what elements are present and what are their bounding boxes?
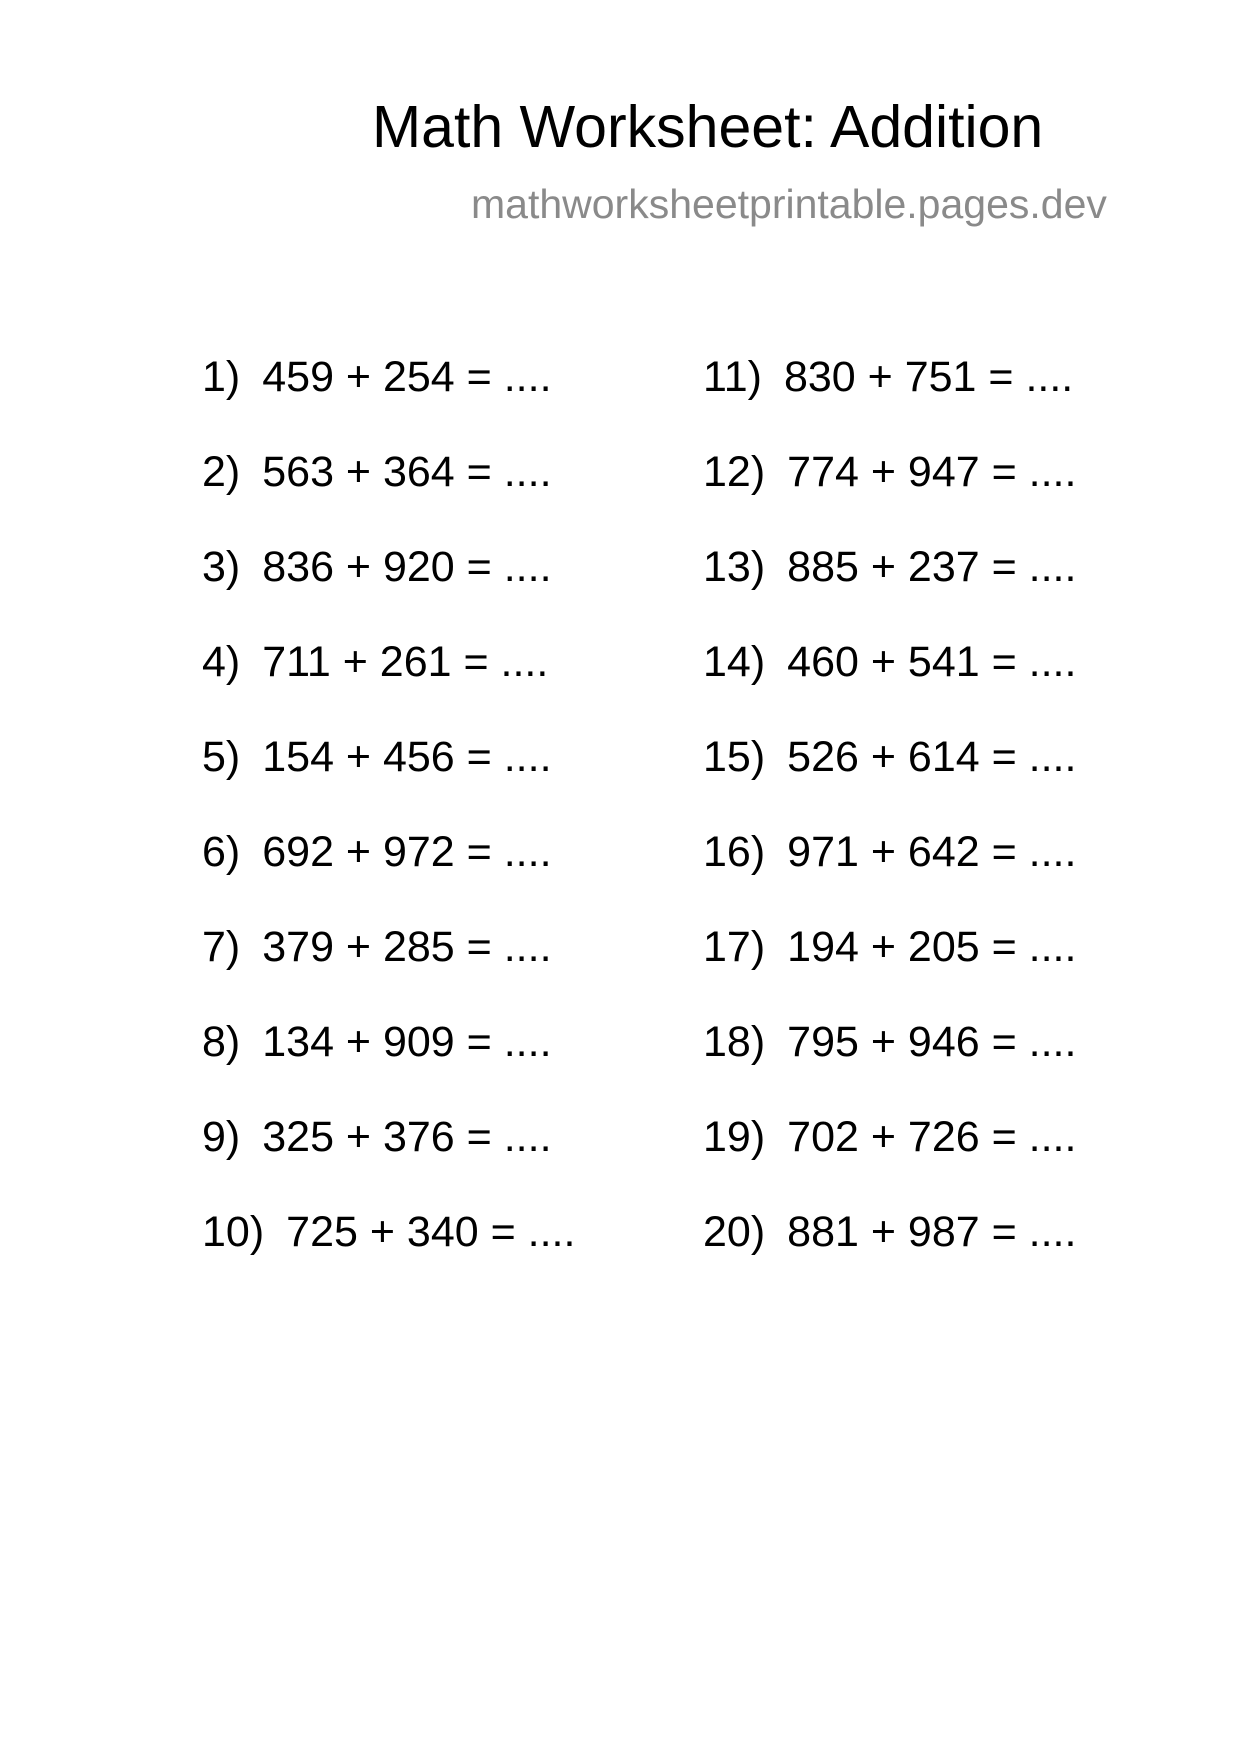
problem-expression: 702 + 726 = .... <box>787 1113 1077 1161</box>
problem-item <box>703 542 1183 637</box>
problem-expression: 725 + 340 = .... <box>286 1208 576 1256</box>
problem-number: 8) <box>202 1018 241 1066</box>
problem-number: 16) <box>703 828 766 876</box>
problem-expression: 795 + 946 = .... <box>787 1018 1077 1066</box>
problem-expression: 526 + 614 = .... <box>787 733 1077 781</box>
problem-number: 6) <box>202 828 241 876</box>
problem-item <box>703 827 1183 922</box>
problem-expression: 379 + 285 = .... <box>262 923 552 971</box>
problem-expression: 459 + 254 = .... <box>262 353 552 401</box>
problem-item <box>703 1112 1183 1207</box>
problem-number: 14) <box>703 638 766 686</box>
problem-expression: 711 + 261 = .... <box>262 638 549 686</box>
problem-item <box>703 732 1183 827</box>
problem-expression: 971 + 642 = .... <box>787 828 1077 876</box>
problem-item <box>703 352 1183 447</box>
problem-item <box>703 922 1183 1017</box>
problem-column-right <box>703 352 1183 1302</box>
problem-item <box>703 447 1183 542</box>
problem-number: 9) <box>202 1113 241 1161</box>
problem-item <box>202 637 682 732</box>
problem-number: 1) <box>202 353 241 401</box>
problem-number: 12) <box>703 448 766 496</box>
problem-number: 19) <box>703 1113 766 1161</box>
problem-item <box>202 732 682 827</box>
problem-expression: 774 + 947 = .... <box>787 448 1077 496</box>
problem-expression: 881 + 987 = .... <box>787 1208 1077 1256</box>
problem-expression: 830 + 751 = .... <box>783 353 1074 401</box>
problem-number: 4) <box>202 638 241 686</box>
problem-number: 7) <box>202 923 241 971</box>
problem-item <box>202 1207 682 1302</box>
problem-item <box>202 447 682 542</box>
problem-item <box>703 1207 1183 1302</box>
problem-item <box>202 1112 682 1207</box>
problem-expression: 885 + 237 = .... <box>787 543 1077 591</box>
problem-expression: 134 + 909 = .... <box>262 1018 552 1066</box>
problem-number: 2) <box>202 448 241 496</box>
problem-item <box>703 637 1183 732</box>
problem-item <box>202 1017 682 1112</box>
problem-item <box>202 352 682 447</box>
problem-expression: 154 + 456 = .... <box>262 733 552 781</box>
problem-column-left <box>202 352 682 1302</box>
problem-number: 11) <box>703 353 762 401</box>
problem-expression: 836 + 920 = .... <box>262 543 552 591</box>
problem-number: 10) <box>202 1208 265 1256</box>
problem-number: 17) <box>703 923 766 971</box>
problem-item <box>202 827 682 922</box>
problem-expression: 692 + 972 = .... <box>262 828 552 876</box>
problem-number: 13) <box>703 543 766 591</box>
problem-number: 5) <box>202 733 241 781</box>
problem-number: 3) <box>202 543 241 591</box>
source-url: mathworksheetprintable.pages.dev <box>471 181 1107 227</box>
problem-expression: 563 + 364 = .... <box>262 448 552 496</box>
problem-expression: 194 + 205 = .... <box>787 923 1077 971</box>
problem-number: 20) <box>703 1208 766 1256</box>
problem-item <box>703 1017 1183 1112</box>
problem-expression: 460 + 541 = .... <box>787 638 1077 686</box>
problem-item <box>202 542 682 637</box>
problem-number: 18) <box>703 1018 766 1066</box>
page-title: Math Worksheet: Addition <box>372 94 1044 160</box>
problem-expression: 325 + 376 = .... <box>262 1113 552 1161</box>
problem-item <box>202 922 682 1017</box>
problem-number: 15) <box>703 733 766 781</box>
